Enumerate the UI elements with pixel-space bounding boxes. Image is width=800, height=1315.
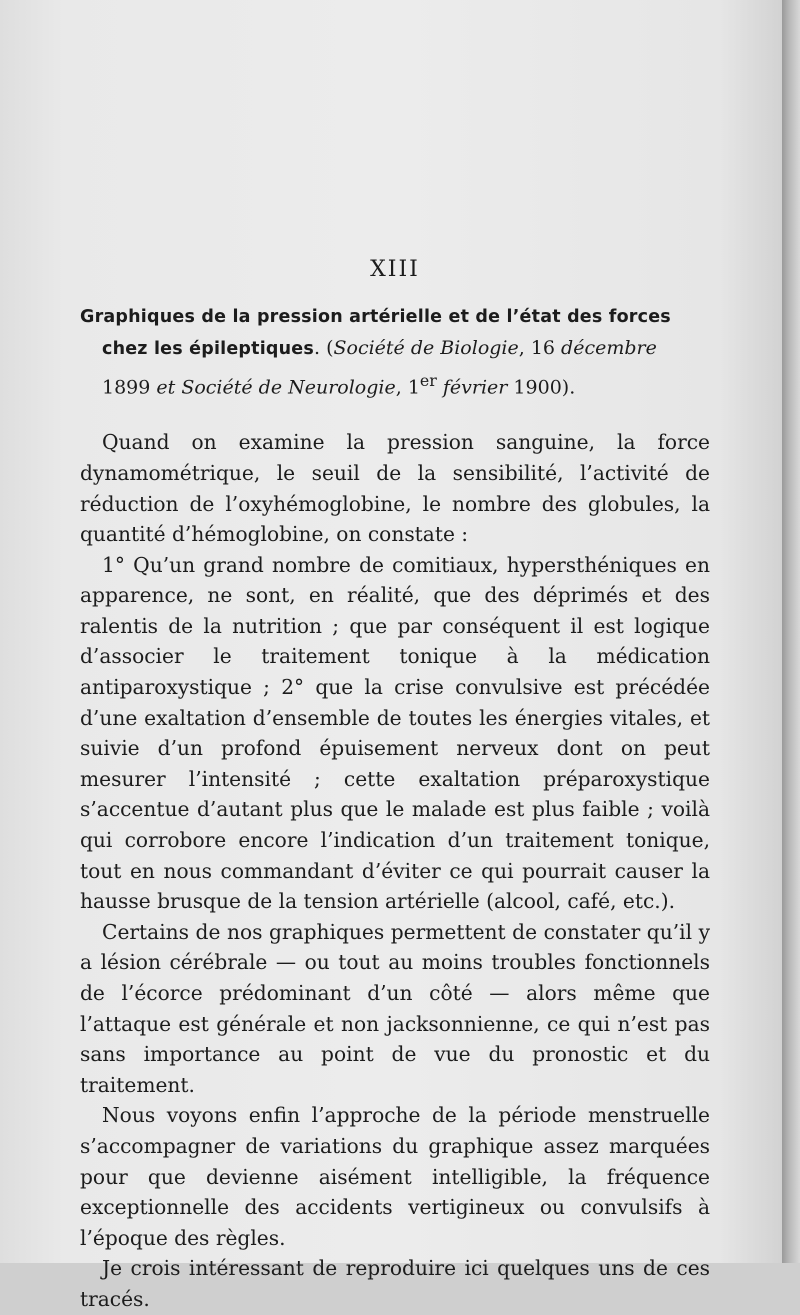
heading-title-end: . ( xyxy=(313,337,334,359)
reference2-date-year: 1900). xyxy=(507,376,576,399)
paragraph: Nous voyons enfin l’approche de la période menstruelle s’accompagner de variations du graphique assez marquées pour que devienne aisément intelligible, la fréquence exceptionnelle des accidents vertigineux ou convulsifs à l’époque des règles. xyxy=(80,1103,710,1250)
paragraph: Je crois intéressant de reproduire ici quelques uns de ces tracés. xyxy=(80,1256,710,1311)
page-edge-shadow xyxy=(782,0,800,1263)
reference2-date-day: , 1 xyxy=(395,376,420,399)
paragraph: 1° Qu’un grand nombre de comitiaux, hypersthéniques en apparence, ne sont, en réalité, que des déprimés et des ralentis de la nutrition ; que par conséquent il est logique d’associer le traitement tonique à la médication antiparoxystique ; 2° que la crise convulsive est précédée d’une exaltation d’ensemble de toutes les énergies vitales, et suivie d’un profond épuisement nerveux dont on peut mesurer l’intensité ; cette exaltation préparoxystique s’accentue d’autant plus que le malade est plus faible ; voilà qui corrobore encore l’indication d’un traitement tonique, tout en nous commandant d’éviter ce qui pourrait causer la hausse brusque de la tension artérielle (alcool, café, etc.). xyxy=(80,552,710,914)
page-text-area xyxy=(80,255,710,1315)
chapter-number: XIII xyxy=(370,257,420,282)
reference-date-month: décembre xyxy=(561,337,657,359)
reference-society-neurologie: et Société de Neurologie xyxy=(156,376,396,399)
paragraph: Quand on examine la pression sanguine, la force dynamométrique, le seuil de la sensibilité, l’activité de réduction de l’oxyhémoglobine, le nombre des globules, la quantité d’hémoglobine, on constate : xyxy=(80,430,710,547)
reference-date-year: 1899 xyxy=(102,376,151,399)
reference-date-day: , 16 xyxy=(518,337,562,359)
reference2-date-sup: er xyxy=(419,371,437,390)
paragraph: Certains de nos graphiques permettent de constater qu’il y a lésion cérébrale — ou tout au moins troubles fonctionnels de l’écorce prédominant d’un côté — alors même que l’attaque est générale et non jacksonnienne, ce qui n’est pas sans importance au point de vue du pronostic et du traitement. xyxy=(80,919,710,1097)
chapter-heading xyxy=(80,301,710,403)
reference-society-biologie: Société de Biologie xyxy=(333,337,519,359)
heading-title: Graphiques de la pression artérielle et de l’état des forces chez les épileptiques xyxy=(80,307,671,359)
body-text xyxy=(80,427,710,1314)
reference2-date-month: février xyxy=(436,376,508,399)
